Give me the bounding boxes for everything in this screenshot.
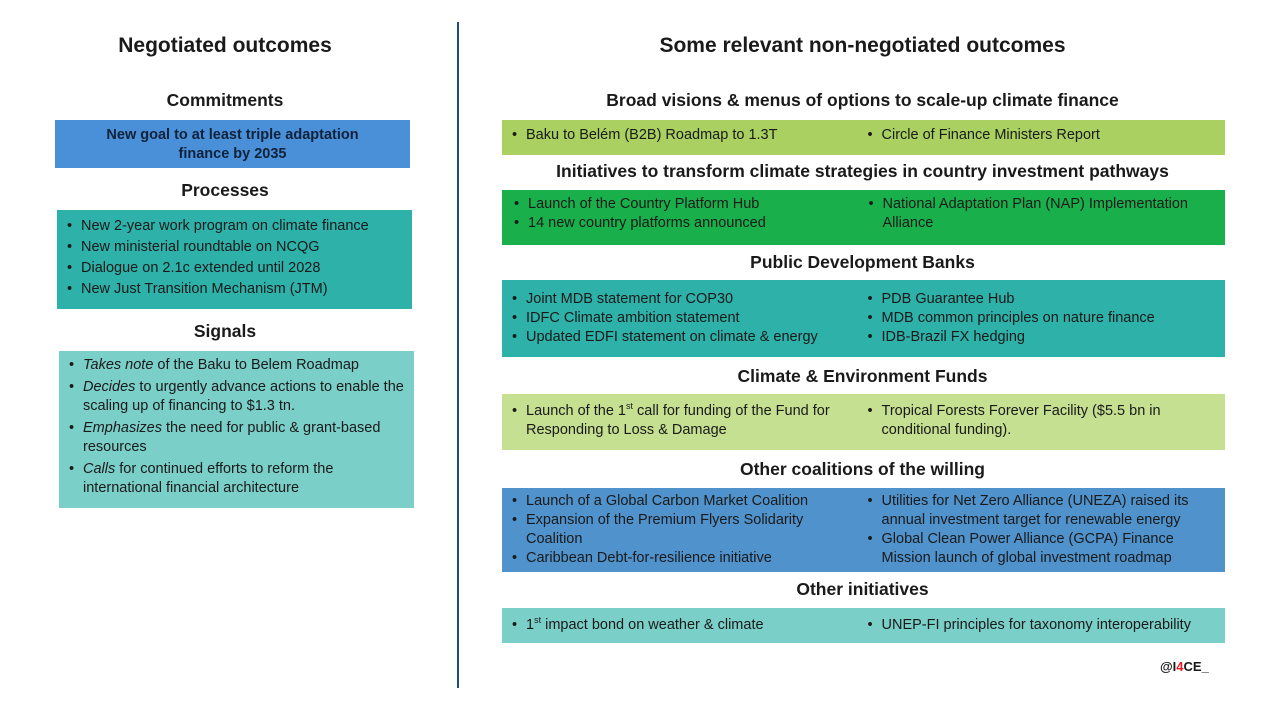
processes-box xyxy=(57,210,412,309)
list-item: • PDB Guarantee Hub xyxy=(864,290,1220,309)
list-item: • 1st impact bond on weather & climate xyxy=(508,616,864,635)
list-item: • New Just Transition Mechanism (JTM) xyxy=(63,279,406,300)
initiatives-heading: Initiatives to transform climate strategies in country investment pathways xyxy=(556,161,1169,181)
commitments-heading: Commitments xyxy=(166,90,284,110)
funds-box xyxy=(502,394,1225,450)
list-item: • Launch of a Global Carbon Market Coalition xyxy=(508,492,864,511)
list-item: • National Adaptation Plan (NAP) Implementation Alliance xyxy=(865,195,1220,233)
list-item: • Calls for continued efforts to reform the international financial architecture xyxy=(65,460,408,498)
column-divider xyxy=(457,22,459,688)
processes-heading: Processes xyxy=(181,180,269,200)
list-item: • Circle of Finance Ministers Report xyxy=(864,126,1220,145)
list-item: • 14 new country platforms announced xyxy=(510,214,865,233)
list-item: • Joint MDB statement for COP30 xyxy=(508,290,864,309)
list-item: • Global Clean Power Alliance (GCPA) Finance Mission launch of global investment roadmap xyxy=(864,530,1220,568)
list-item: • Expansion of the Premium Flyers Solidarity Coalition xyxy=(508,511,864,549)
list-item: • Launch of the 1st call for funding of the Fund for Responding to Loss & Damage xyxy=(508,402,864,440)
list-item: • Decides to urgently advance actions to enable the scaling up of financing to $1.3 tn. xyxy=(65,378,408,416)
list-item: • Launch of the Country Platform Hub xyxy=(510,195,865,214)
list-item: • Baku to Belém (B2B) Roadmap to 1.3T xyxy=(508,126,864,145)
signals-box xyxy=(59,351,414,508)
left-title: Negotiated outcomes xyxy=(118,34,332,57)
initiatives-box xyxy=(502,190,1225,245)
commitments-box xyxy=(55,120,410,168)
funds-heading: Climate & Environment Funds xyxy=(737,366,988,386)
list-item: • New ministerial roundtable on NCQG xyxy=(63,237,406,258)
list-item: • Updated EDFI statement on climate & energy xyxy=(508,328,864,347)
list-item: • Takes note of the Baku to Belem Roadmap xyxy=(65,356,408,375)
list-item: • IDB-Brazil FX hedging xyxy=(864,328,1220,347)
broad-heading: Broad visions & menus of options to scale-up climate finance xyxy=(606,90,1119,110)
list-item: • IDFC Climate ambition statement xyxy=(508,309,864,328)
coalitions-box xyxy=(502,488,1225,572)
right-title: Some relevant non-negotiated outcomes xyxy=(659,34,1066,57)
commitments-text: New goal to at least triple adaptation finance by 2035 xyxy=(106,127,359,162)
list-item: • Emphasizes the need for public & grant-based resources xyxy=(65,419,408,457)
pdb-box xyxy=(502,280,1225,357)
list-item: • UNEP-FI principles for taxonomy interoperability xyxy=(864,616,1220,635)
list-item: • MDB common principles on nature finance xyxy=(864,309,1220,328)
list-item: • Dialogue on 2.1c extended until 2028 xyxy=(63,258,406,279)
pdb-heading: Public Development Banks xyxy=(750,252,975,272)
coalitions-heading: Other coalitions of the willing xyxy=(739,459,985,479)
other-box xyxy=(502,608,1225,643)
list-item: • New 2-year work program on climate finance xyxy=(63,216,406,237)
footer-handle: @I4CE_ xyxy=(1160,659,1209,674)
list-item: • Tropical Forests Forever Facility ($5.5 bn in conditional funding). xyxy=(864,402,1220,440)
broad-box xyxy=(502,120,1225,155)
other-heading: Other initiatives xyxy=(796,579,929,599)
signals-heading: Signals xyxy=(193,321,257,341)
list-item: • Caribbean Debt-for-resilience initiative xyxy=(508,549,864,568)
list-item: • Utilities for Net Zero Alliance (UNEZA) raised its annual investment target for renewable energy xyxy=(864,492,1220,530)
